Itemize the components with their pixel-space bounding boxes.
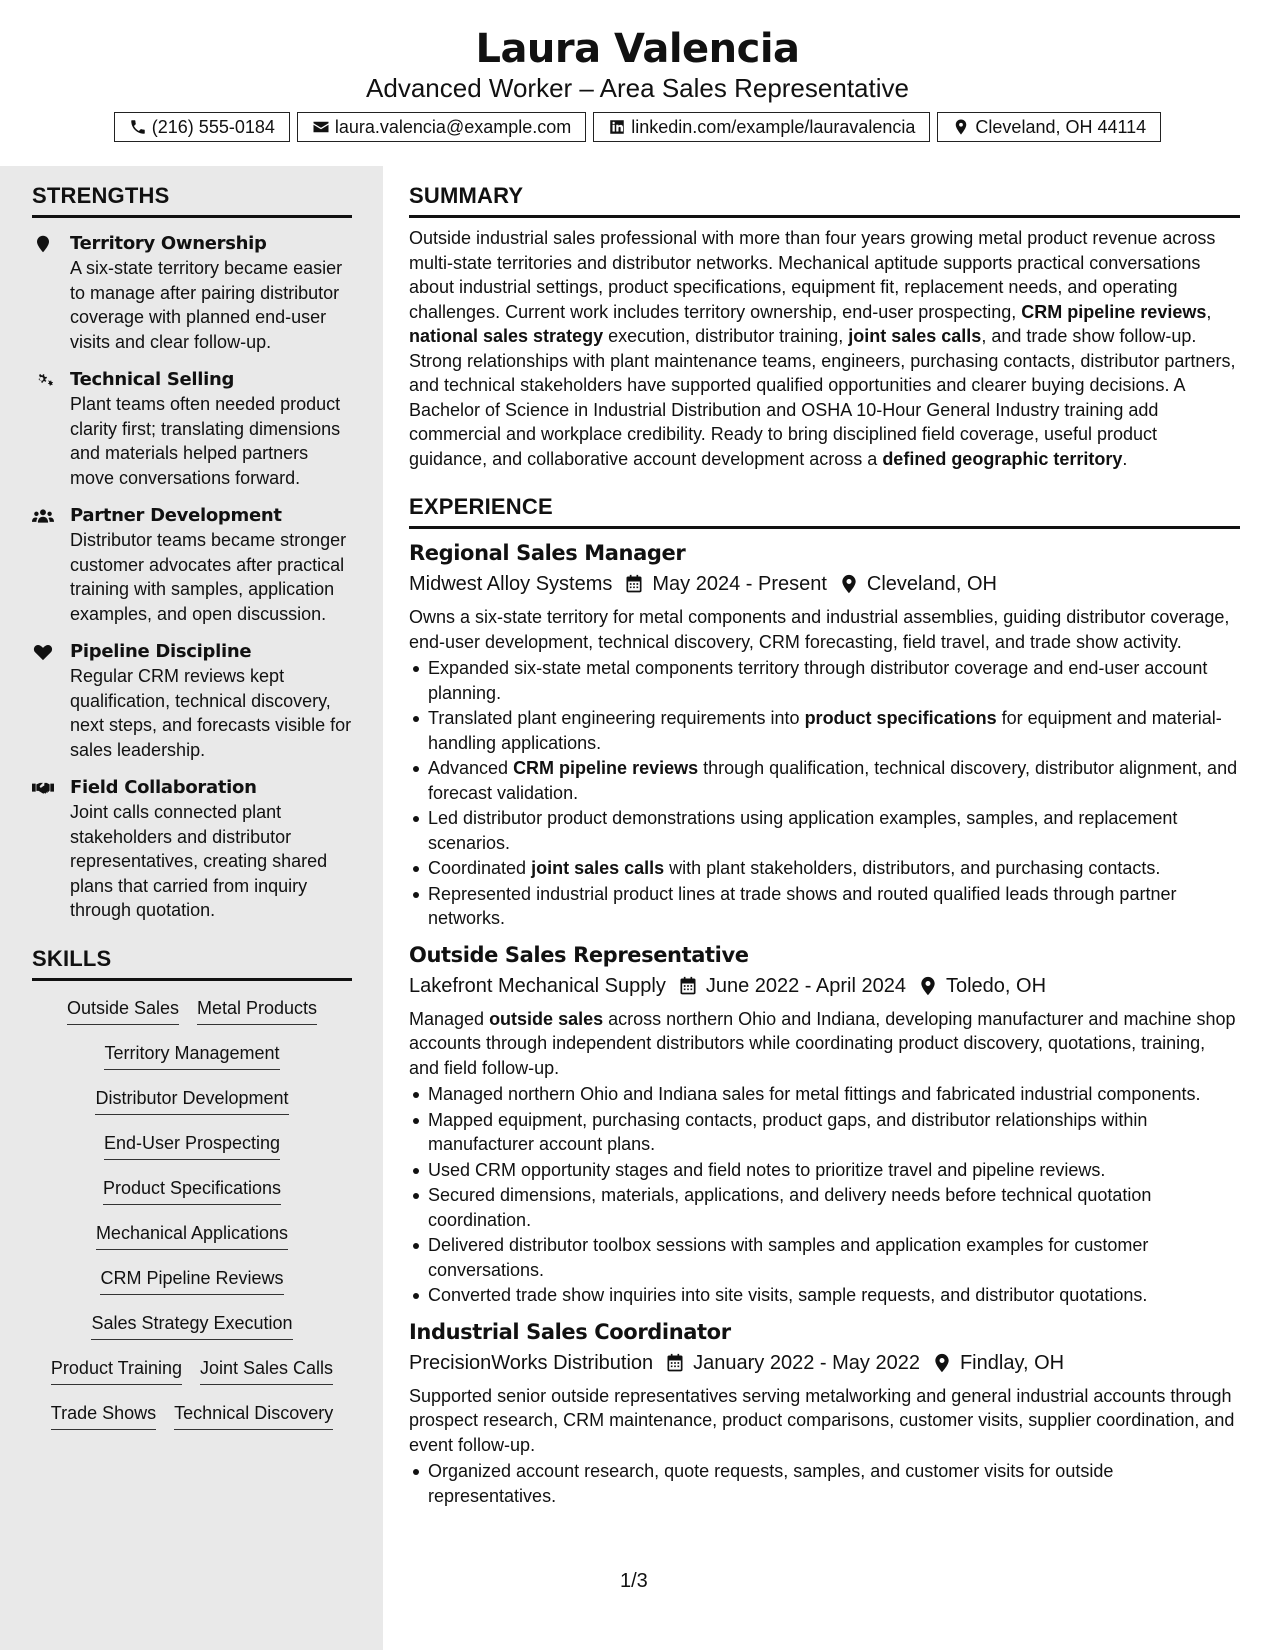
bold-text: CRM pipeline reviews: [1021, 301, 1207, 322]
bold-text: joint sales calls: [531, 858, 665, 878]
envelope-icon: [312, 118, 330, 136]
bullet-item: [409, 882, 1240, 931]
bullet-item: [409, 756, 1240, 805]
linkedin-icon: [608, 118, 626, 136]
text-run: Led distributor product demonstrations using application examples, samples, and replacement scenarios.: [428, 808, 1178, 853]
summary-heading: SUMMARY: [409, 166, 1240, 218]
calendar-icon: [624, 574, 644, 594]
text-run: Organized account research, quote requests, samples, and customer visits for outside representatives.: [428, 1461, 1114, 1506]
job-location: Findlay, OH: [959, 1351, 1065, 1374]
text-run: Expanded six-state metal components territory through distributor coverage and end-user account planning.: [428, 658, 1208, 703]
text-run: Secured dimensions, materials, applications, and delivery needs before technical quotation coordination.: [428, 1185, 1152, 1230]
skill-tag: Product Specifications: [103, 1175, 281, 1205]
map-pin-icon: [918, 976, 938, 996]
bold-text: CRM pipeline reviews: [513, 758, 699, 778]
job-title: Industrial Sales Coordinator: [409, 1319, 731, 1344]
strength-desc: Regular CRM reviews kept qualification, technical discovery, next steps, and forecasts visible for sales leadership.: [70, 666, 352, 760]
map-pin-icon: [952, 118, 970, 136]
skill-tag: Sales Strategy Execution: [91, 1310, 292, 1340]
bullet-item: [409, 856, 1240, 881]
text-run: through qualification, technical discovery, distributor alignment, and forecast validation.: [428, 758, 1238, 803]
skill-row: [32, 1085, 352, 1130]
gears-icon: [32, 371, 54, 389]
job-dates: May 2024 - Present: [652, 573, 827, 595]
contact-location: [937, 112, 1161, 142]
job-title: Outside Sales Representative: [409, 942, 749, 967]
text-run: Coordinated: [428, 858, 532, 878]
strength-item: [32, 232, 352, 354]
company-name: Midwest Alloy Systems: [409, 573, 613, 595]
map-marker-icon: [32, 235, 54, 253]
resume-header: [0, 0, 1275, 142]
job-title: Regional Sales Manager: [409, 541, 686, 565]
job-dates: January 2022 - May 2022: [693, 1351, 920, 1374]
text-run: for equipment and material-handling applications.: [428, 708, 1222, 753]
calendar-icon: [678, 976, 698, 996]
job-meta: [409, 569, 1240, 599]
contact-phone[interactable]: [114, 112, 290, 142]
text-run: Outside industrial sales professional with more than four years growing metal product revenue across multi-state territories and distributor networks. Mechanical aptitude supports practical conversations about industrial settings, product specifications, equipment fit, replacement needs, and operating challenges. Current work includes territory ownership, end-user prospecting,: [409, 228, 1216, 322]
job-location: Cleveland, OH: [866, 573, 997, 595]
job-entry: [409, 1318, 1240, 1509]
strengths-heading: STRENGTHS: [32, 166, 352, 218]
bullet-item: [409, 1233, 1240, 1282]
main-column: [409, 166, 1240, 1509]
text-run: Advanced: [428, 758, 514, 778]
skill-tag: End-User Prospecting: [104, 1130, 280, 1160]
job-description: [409, 1007, 1240, 1081]
strength-name: Pipeline Discipline: [70, 641, 252, 662]
text-run: Delivered distributor toolbox sessions with samples and application examples for customer conversations.: [428, 1235, 1149, 1280]
page-number: 1/3: [620, 1570, 648, 1592]
text-run: Used CRM opportunity stages and field notes to prioritize travel and pipeline reviews.: [428, 1159, 1106, 1180]
contact-email-text: laura.valencia@example.com: [334, 116, 572, 137]
company-name: PrecisionWorks Distribution: [409, 1351, 654, 1374]
experience-heading: EXPERIENCE: [409, 477, 1240, 529]
strength-item: [32, 640, 352, 762]
candidate-title: Advanced Worker – Area Sales Representative: [366, 73, 909, 103]
job-meta: [409, 971, 1240, 1001]
strength-desc: Plant teams often needed product clarity first; translating dimensions and materials helped partners move conversations forward.: [70, 394, 341, 488]
skill-row: [32, 995, 352, 1040]
bold-text: defined geographic territory: [882, 448, 1123, 469]
bold-text: product specifications: [804, 708, 997, 728]
text-run: .: [1122, 448, 1128, 469]
job-entry: [409, 539, 1240, 931]
bullet-item: [409, 1283, 1240, 1308]
text-run: across northern Ohio and Indiana, developing manufacturer and machine shop accounts through independent distributors while coordinating product discovery, quotations, training, and field follow-up.: [409, 1008, 1236, 1078]
strength-item: [32, 368, 352, 490]
text-run: Supported senior outside representatives serving metalworking and general industrial accounts through prospect research, CRM maintenance, product comparisons, customer visits, supplier coordination, and event follow-up.: [409, 1385, 1235, 1455]
text-run: Owns a six-state territory for metal components and industrial assemblies, guiding distributor coverage, end-user development, technical discovery, CRM forecasting, field travel, and trade show activity.: [409, 607, 1230, 652]
text-run: Represented industrial product lines at trade shows and routed qualified leads through partner networks.: [428, 883, 1177, 928]
phone-icon: [129, 118, 147, 136]
map-pin-icon: [839, 574, 859, 594]
text-run: with plant stakeholders, distributors, and purchasing contacts.: [664, 858, 1161, 878]
skill-tag: Joint Sales Calls: [200, 1355, 333, 1385]
skill-row: [32, 1220, 352, 1265]
text-run: Converted trade show inquiries into site visits, sample requests, and distributor quotations.: [428, 1285, 1148, 1305]
text-run: Translated plant engineering requirements into: [428, 708, 805, 728]
contact-bar: [0, 112, 1275, 142]
bold-text: outside sales: [489, 1008, 604, 1029]
contact-email[interactable]: [297, 112, 586, 142]
skill-tag: Mechanical Applications: [96, 1220, 288, 1250]
bullet-item: [409, 1082, 1240, 1107]
text-run: Mapped equipment, purchasing contacts, product gaps, and distributor relationships within manufacturer account plans.: [428, 1109, 1148, 1154]
skill-tag: Technical Discovery: [174, 1400, 333, 1430]
sidebar: [0, 166, 383, 1650]
contact-phone-text: (216) 555-0184: [151, 116, 275, 137]
skill-row: [32, 1400, 352, 1445]
strength-name: Partner Development: [70, 505, 282, 526]
contact-linkedin[interactable]: [593, 112, 930, 142]
strength-name: Field Collaboration: [70, 777, 257, 798]
job-meta: [409, 1348, 1240, 1378]
job-bullets: [409, 656, 1240, 931]
summary-text: [409, 226, 1240, 471]
skill-row: [32, 1355, 352, 1400]
contact-linkedin-text: linkedin.com/example/lauravalencia: [631, 116, 916, 137]
contact-location-text: Cleveland, OH 44114: [975, 116, 1147, 137]
bullet-item: [409, 656, 1240, 705]
skill-tag: Product Training: [51, 1355, 182, 1385]
skills-heading: SKILLS: [32, 929, 352, 981]
job-bullets: [409, 1459, 1240, 1508]
strength-item: [32, 504, 352, 626]
skills-list: [32, 995, 352, 1445]
experience-list: [409, 539, 1240, 1508]
job-description: [409, 605, 1240, 654]
bullet-item: [409, 1183, 1240, 1232]
skill-row: [32, 1265, 352, 1310]
job-location: Toledo, OH: [945, 974, 1047, 997]
text-run: ,: [1206, 301, 1212, 322]
text-run: , and trade show follow-up. Strong relationships with plant maintenance teams, engineers, purchasing contacts, distributor partners, and technical stakeholders have supported qualified opportunities and clearer buying decisions. A Bachelor of Science in Industrial Distribution and OSHA 10-Hour General Industry training add commercial and workplace credibility. Ready to bring disciplined field coverage, useful product guidance, and collaborative account development across a: [409, 326, 1236, 469]
bullet-item: [409, 1108, 1240, 1157]
handshake-icon: [32, 779, 54, 797]
text-run: Managed: [409, 1008, 490, 1029]
skill-row: [32, 1175, 352, 1220]
skill-row: [32, 1310, 352, 1355]
skill-tag: Distributor Development: [95, 1085, 288, 1115]
strength-desc: Joint calls connected plant stakeholders and distributor representatives, creating shared plans that carried from inquiry through quotation.: [70, 802, 328, 920]
job-bullets: [409, 1082, 1240, 1308]
text-run: execution, distributor training,: [603, 326, 849, 346]
bold-text: joint sales calls: [848, 326, 982, 346]
map-pin-icon: [932, 1353, 952, 1373]
bullet-item: [409, 706, 1240, 755]
candidate-name: Laura Valencia: [475, 26, 800, 72]
skill-row: [32, 1130, 352, 1175]
bullet-item: [409, 1158, 1240, 1183]
job-dates: June 2022 - April 2024: [705, 974, 906, 997]
skill-tag: Outside Sales: [67, 995, 179, 1025]
strength-item: [32, 776, 352, 923]
text-run: Managed northern Ohio and Indiana sales for metal fittings and fabricated industrial components.: [428, 1084, 1201, 1104]
job-entry: [409, 941, 1240, 1308]
bullet-item: [409, 1459, 1240, 1508]
users-icon: [32, 507, 54, 525]
strength-name: Technical Selling: [70, 369, 235, 390]
bullet-item: [409, 806, 1240, 855]
company-name: Lakefront Mechanical Supply: [409, 974, 666, 997]
calendar-icon: [665, 1353, 685, 1373]
job-description: [409, 1384, 1240, 1458]
strength-desc: Distributor teams became stronger customer advocates after practical training with samples, application examples, and open discussion.: [70, 530, 347, 624]
skill-tag: Trade Shows: [51, 1400, 156, 1430]
heart-icon: [32, 643, 54, 661]
strength-desc: A six-state territory became easier to manage after pairing distributor coverage with planned end-user visits and clear follow-up.: [70, 258, 343, 352]
bold-text: national sales strategy: [409, 326, 604, 346]
skill-tag: Territory Management: [104, 1040, 279, 1070]
skill-tag: Metal Products: [197, 995, 317, 1025]
skill-row: [32, 1040, 352, 1085]
strength-name: Territory Ownership: [70, 233, 267, 254]
skill-tag: CRM Pipeline Reviews: [100, 1265, 283, 1295]
